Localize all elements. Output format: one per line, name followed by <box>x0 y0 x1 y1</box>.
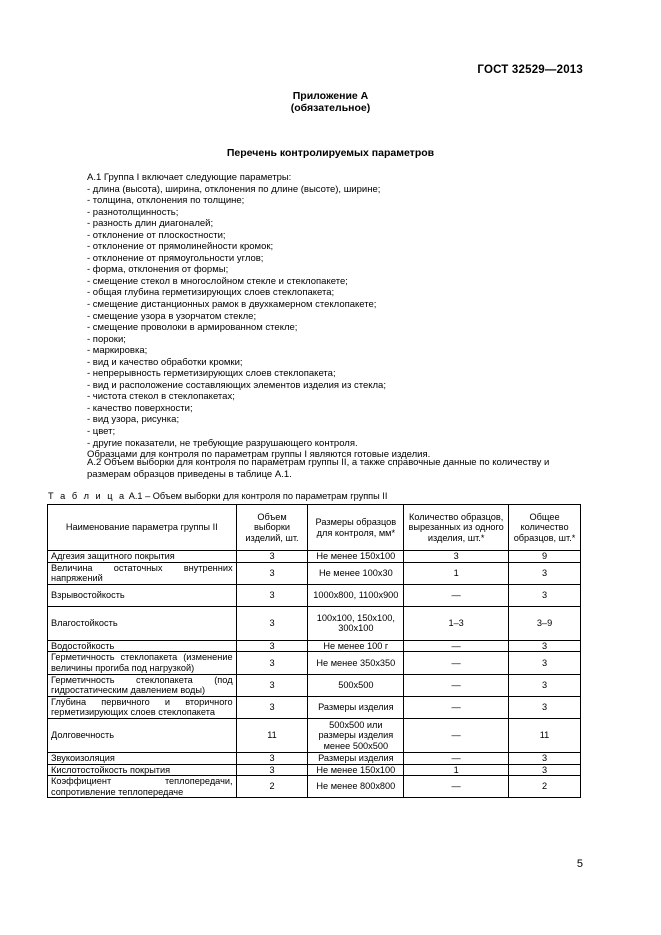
table-cell: 500х500 <box>308 674 404 696</box>
body-line: - разность длин диагоналей; <box>87 218 214 230</box>
appendix-heading <box>0 90 661 114</box>
page-number: 5 <box>576 858 583 870</box>
table-cell: Не менее 100х30 <box>308 562 404 584</box>
body-line: - форма, отклонения от формы; <box>87 264 229 276</box>
body-line: - вид и качество обработки кромки; <box>87 356 243 368</box>
table-header-row <box>48 505 581 551</box>
parameter-name-cell: Взрывостойкость <box>48 584 237 606</box>
table-cell: 3 <box>236 752 308 764</box>
header-sample-size: Размеры образцов для контроля, мм* <box>308 505 404 551</box>
parameter-name-cell: Адгезия защитного покрытия <box>48 551 237 563</box>
header-total-samples: Общее количество образцов, шт.* <box>509 505 581 551</box>
table-cell: 3 <box>509 696 581 718</box>
table-cell: 2 <box>236 776 308 798</box>
table-cell: 1000х800, 1100х900 <box>308 584 404 606</box>
table-row <box>48 606 581 640</box>
table-cell: 3 <box>236 551 308 563</box>
parameter-name-cell: Герметичность стеклопакета (изменение величины прогиба под нагрузкой) <box>48 652 237 674</box>
body-line: - вид и расположение составляющих элементов изделия из стекла; <box>87 379 386 391</box>
table-cell: 3 <box>509 584 581 606</box>
body-line: - смещение дистанционных рамок в двухкамерном стеклопакете; <box>87 299 377 311</box>
table-cell: 3 <box>509 764 581 776</box>
table-caption-prefix: Т а б л и ц а <box>48 491 127 501</box>
header-parameter-name: Наименование параметра группы II <box>48 505 237 551</box>
table-caption-text: А.1 – Объем выборки для контроля по параметрам группы II <box>126 491 388 501</box>
table-caption <box>48 491 387 501</box>
table-row <box>48 776 581 798</box>
table-cell: 3 <box>509 652 581 674</box>
paragraph-a2: А.2 Объем выборки для контроля по параметрам группы II, а также справочные данные по количеству и размерам образцов приведены в таблице А.1. <box>87 457 550 480</box>
parameter-name-cell: Влагостойкость <box>48 606 237 640</box>
parameter-name-cell: Кислотостойкость покрытия <box>48 764 237 776</box>
body-line: Образцами для контроля по параметрам группы I являются готовые изделия. <box>87 449 431 461</box>
table-cell: — <box>404 652 509 674</box>
table-cell: 3 <box>236 584 308 606</box>
body-line: - смещение проволоки в армированном стекле; <box>87 322 298 334</box>
body-line: - вид узора, рисунка; <box>87 414 180 426</box>
table-row <box>48 696 581 718</box>
body-line: - смещение стекол в многослойном стекле и стеклопакете; <box>87 275 348 287</box>
body-line: - длина (высота), ширина, отклонения по длине (высоте), ширине; <box>87 183 381 195</box>
body-line: - толщина, отклонения по толщине; <box>87 195 245 207</box>
header-sample-volume: Объем выборки изделий, шт. <box>236 505 308 551</box>
table-cell: — <box>404 752 509 764</box>
body-line: - смещение узора в узорчатом стекле; <box>87 310 257 322</box>
parameters-table <box>47 504 581 798</box>
table-row <box>48 752 581 764</box>
table-cell: 3 <box>236 606 308 640</box>
table-cell: 3 <box>236 696 308 718</box>
table-cell: Не менее 800х800 <box>308 776 404 798</box>
table-row <box>48 718 581 752</box>
table-cell: 3–9 <box>509 606 581 640</box>
document-code: ГОСТ 32529—2013 <box>477 64 583 76</box>
table-cell: 11 <box>236 718 308 752</box>
body-line: - другие показатели, не требующие разрушающего контроля. <box>87 437 358 449</box>
table-cell: Не менее 100 г <box>308 640 404 652</box>
body-line: А.1 Группа I включает следующие параметры: <box>87 172 292 183</box>
table-cell: 3 <box>509 752 581 764</box>
table-cell: Не менее 350х350 <box>308 652 404 674</box>
parameter-list <box>87 172 587 461</box>
parameter-name-cell: Герметичность стеклопакета (под гидростатическим давлением воды) <box>48 674 237 696</box>
appendix-title: Приложение А <box>292 90 369 102</box>
body-line: - общая глубина герметизирующих слоев стеклопакета; <box>87 287 335 299</box>
parameter-name-cell: Глубина первичного и вторичного герметизирующих слоев стеклопакета <box>48 696 237 718</box>
body-line: - отклонение от прямоугольности углов; <box>87 252 264 264</box>
table-cell: 2 <box>509 776 581 798</box>
body-line: - качество поверхности; <box>87 402 193 414</box>
body-line: - отклонение от прямолинейности кромок; <box>87 241 274 253</box>
table-cell: 1 <box>404 764 509 776</box>
table-cell: — <box>404 640 509 652</box>
table-row <box>48 640 581 652</box>
table-cell: — <box>404 718 509 752</box>
table-cell: 3 <box>509 640 581 652</box>
parameter-name-cell: Величина остаточных внутренних напряжений <box>48 562 237 584</box>
table-cell: 3 <box>509 674 581 696</box>
table-cell: Размеры изделия <box>308 752 404 764</box>
body-line: - цвет; <box>87 426 116 438</box>
table-cell: — <box>404 584 509 606</box>
table-row <box>48 652 581 674</box>
table-cell: 11 <box>509 718 581 752</box>
appendix-status: (обязательное) <box>290 102 371 114</box>
table-cell: Размеры изделия <box>308 696 404 718</box>
table-row <box>48 584 581 606</box>
body-line: - отклонение от плоскостности; <box>87 229 226 241</box>
body-line: - непрерывность герметизирующих слоев стеклопакета; <box>87 368 336 380</box>
body-line: - чистота стекол в стеклопакетах; <box>87 391 235 403</box>
table-row <box>48 551 581 563</box>
table-cell: — <box>404 776 509 798</box>
table-cell: 3 <box>236 640 308 652</box>
table-cell: 3 <box>404 551 509 563</box>
table-cell: 3 <box>236 674 308 696</box>
body-line: - разнотолщинность; <box>87 206 179 218</box>
header-samples-per-item: Количество образцов, вырезанных из одного изделия, шт.* <box>404 505 509 551</box>
parameter-name-cell: Звукоизоляция <box>48 752 237 764</box>
parameter-name-cell: Коэффициент теплопередачи, сопротивление теплопередаче <box>48 776 237 798</box>
table-cell: — <box>404 674 509 696</box>
table-cell: 9 <box>509 551 581 563</box>
table-cell: 1–3 <box>404 606 509 640</box>
table-row <box>48 562 581 584</box>
table-cell: 500х500 или размеры изделия менее 500х500 <box>308 718 404 752</box>
table-cell: 3 <box>236 652 308 674</box>
section-title: Перечень контролируемых параметров <box>226 147 435 159</box>
body-line: - маркировка; <box>87 345 148 357</box>
parameter-name-cell: Водостойкость <box>48 640 237 652</box>
table-cell: — <box>404 696 509 718</box>
table-row <box>48 674 581 696</box>
body-line: - пороки; <box>87 333 126 345</box>
parameter-name-cell: Долговечность <box>48 718 237 752</box>
table-row <box>48 764 581 776</box>
table-cell: 1 <box>404 562 509 584</box>
table-cell: 3 <box>236 562 308 584</box>
table-cell: 100х100, 150х100, 300х100 <box>308 606 404 640</box>
table-cell: 3 <box>509 562 581 584</box>
table-cell: 3 <box>236 764 308 776</box>
table-cell: Не менее 150х100 <box>308 764 404 776</box>
table-cell: Не менее 150х100 <box>308 551 404 563</box>
